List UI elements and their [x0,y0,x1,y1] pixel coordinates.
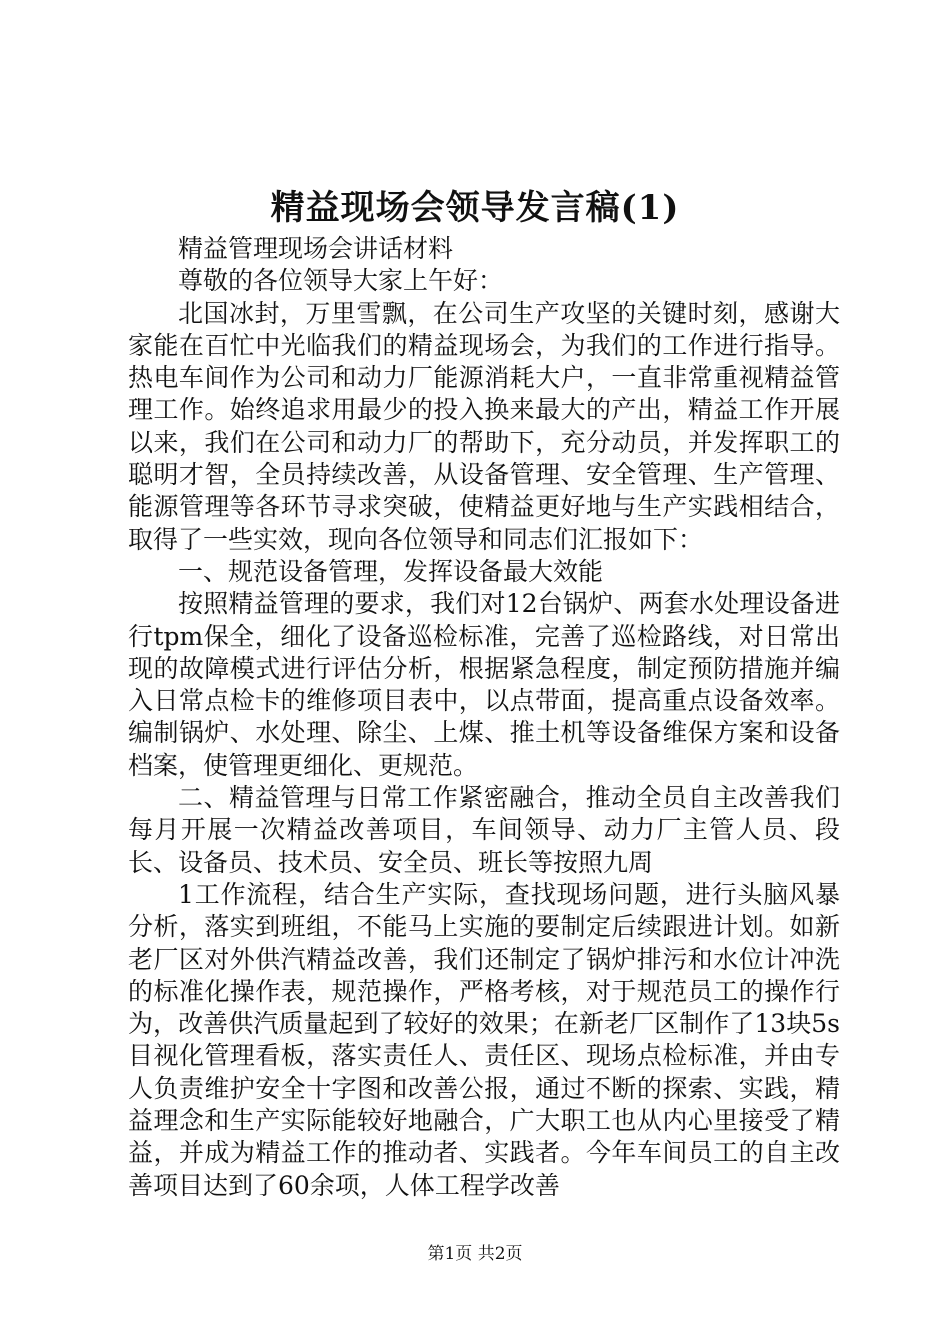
paragraph-workflow: 1工作流程，结合生产实际，查找现场问题，进行头脑风暴分析，落实到班组，不能马上实施的要制定后续跟进计划。如新老厂区对外供汽精益改善，我们还制定了锅炉排污和水位计冲洗的标准化操作表，规范操作，严格考核，对于规范员工的操作行为，改善供汽质量起到了较好的效果；在新老厂区制作了13块5s目视化管理看板，落实责任人、责任区、现场点检标准，并由专人负责维护安全十字图和改善公报，通过不断的探索、实践，精益理念和生产实际能较好地融合，广大职工也从内心里接受了精益，并成为精益工作的推动者、实践者。今年车间员工的自主改善项目达到了60余项，人体工程学改善 [128,879,840,1200]
paragraph-integration: 二、精益管理与日常工作紧密融合，推动全员自主改善我们每月开展一次精益改善项目，车间领导、动力厂主管人员、段长、设备员、技术员、安全员、班长等按照九周 [128,783,840,877]
paragraph-subtitle: 精益管理现场会讲话材料 [178,234,454,263]
section-heading-equipment: 一、规范设备管理，发挥设备最大效能 [178,556,604,586]
document-body [128,233,840,1202]
paragraph-introduction: 北国冰封，万里雪飘，在公司生产攻坚的关键时刻，感谢大家能在百忙中光临我们的精益现场会，为我们的工作进行指导。热电车间作为公司和动力厂能源消耗大户，一直非常重视精益管理工作。始终追求用最少的投入换来最大的产出，精益工作开展以来，我们在公司和动力厂的帮助下，充分动员，并发挥职工的聪明才智，全员持续改善，从设备管理、安全管理、生产管理、能源管理等各环节寻求突破，使精益更好地与生产实践相结合，取得了一些实效，现向各位领导和同志们汇报如下： [128,298,840,554]
document-title: 精益现场会领导发言稿(1) [270,188,680,228]
page-footer: 第1页 共2页 [427,1244,523,1264]
paragraph-greeting: 尊敬的各位领导大家上午好： [178,266,504,296]
paragraph-equipment: 按照精益管理的要求，我们对12台锅炉、两套水处理设备进行tpm保全，细化了设备巡检标准，完善了巡检路线，对日常出现的故障模式进行评估分析，根据紧急程度，制定预防措施并编入日常点检卡的维修项目表中，以点带面，提高重点设备效率。编制锅炉、水处理、除尘、上煤、推土机等设备维保方案和设备档案，使管理更细化、更规范。 [128,589,840,780]
